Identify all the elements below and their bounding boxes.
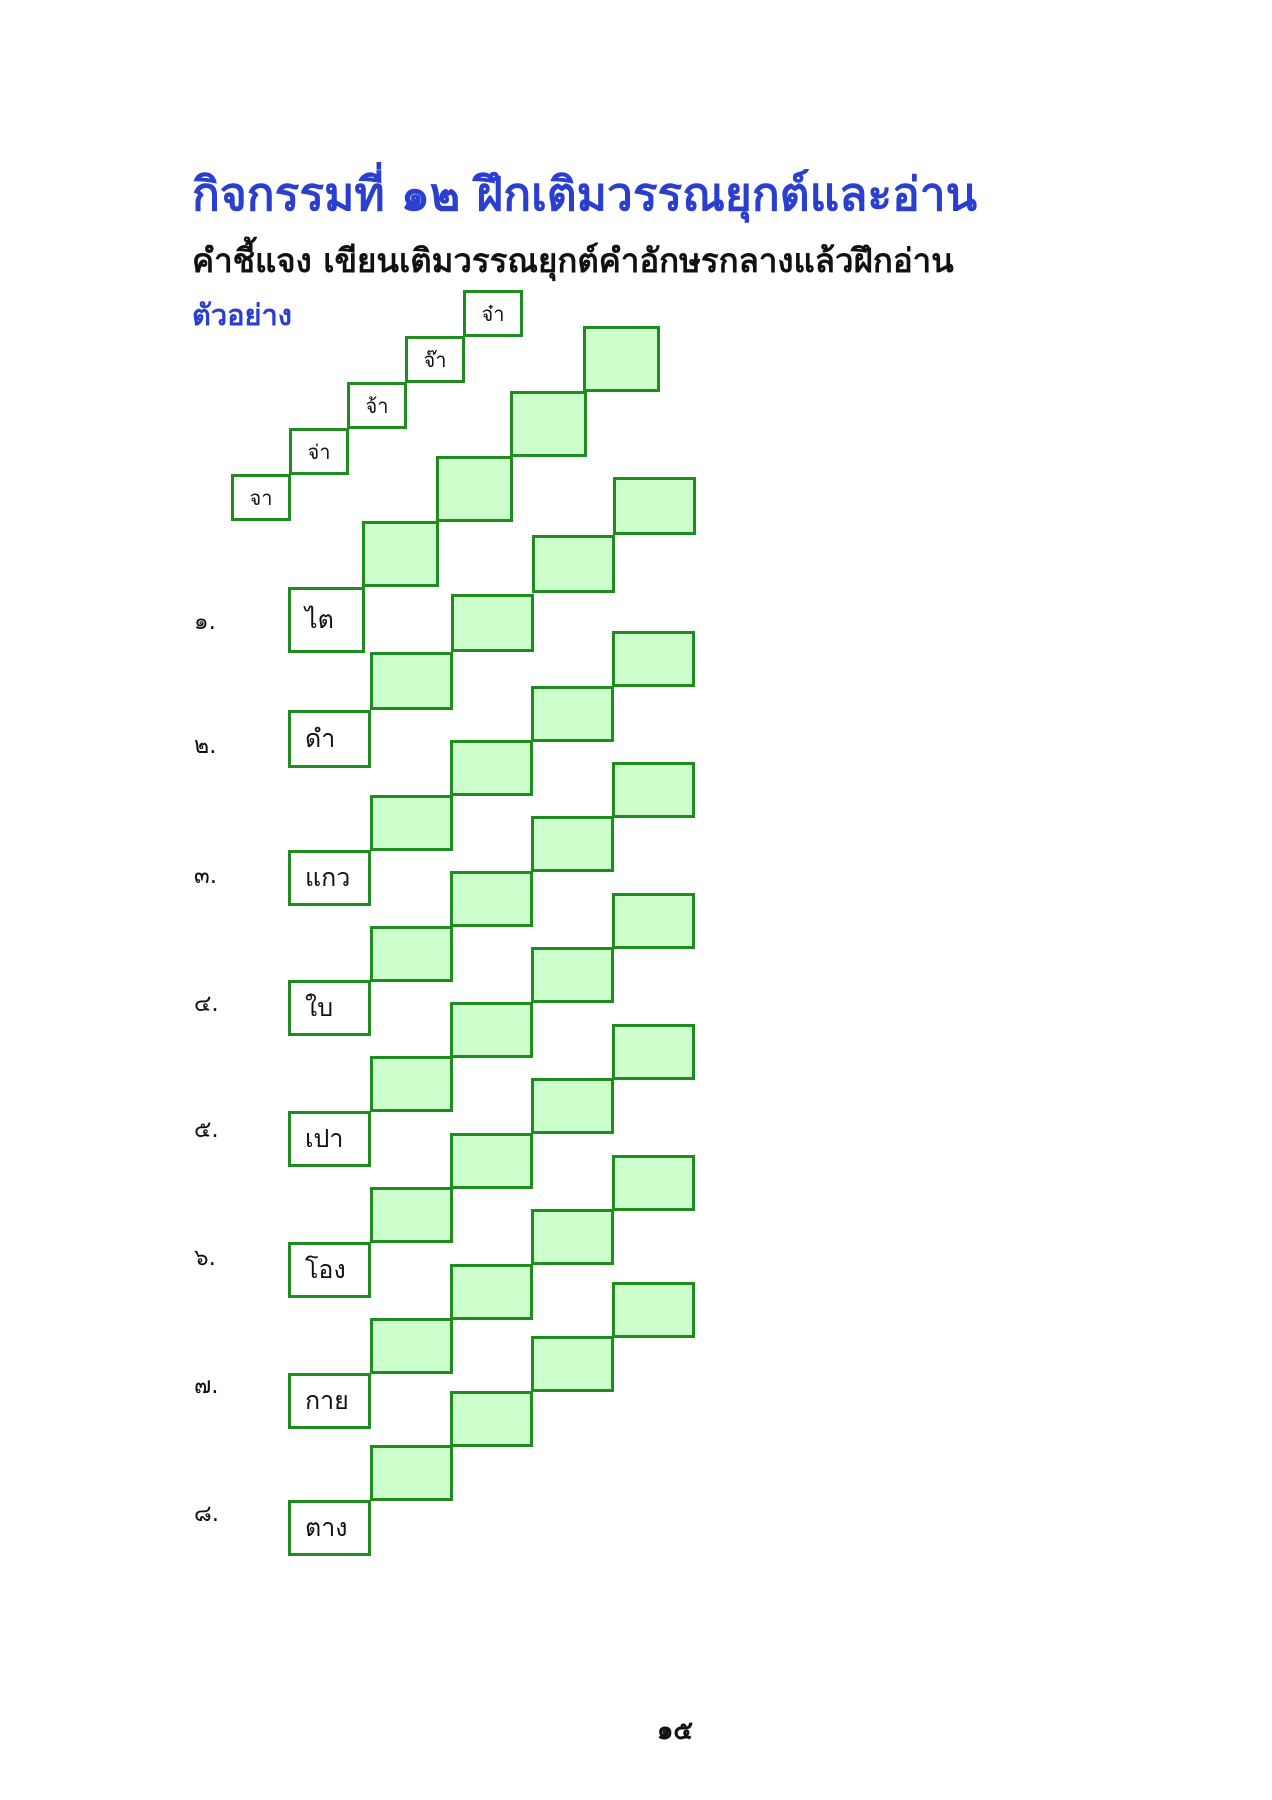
example-box: จ้า <box>347 382 407 429</box>
tone-answer-box[interactable] <box>370 795 453 851</box>
example-box: จ๊า <box>405 336 465 383</box>
tone-answer-box[interactable] <box>450 1391 533 1447</box>
tone-answer-box[interactable] <box>531 1209 614 1265</box>
exercise-word-box: แกว <box>288 850 371 906</box>
tone-answer-box[interactable] <box>510 391 587 457</box>
exercise-number: ๔. <box>194 991 219 1017</box>
tone-answer-box[interactable] <box>450 871 533 927</box>
exercise-number: ๑. <box>194 609 216 635</box>
exercise-number: ๓. <box>194 863 218 889</box>
instruction-text: คำชี้แจง เขียนเติมวรรณยุกต์คำอักษรกลางแล้วฝึกอ่าน <box>192 241 954 280</box>
tone-answer-box[interactable] <box>612 762 695 818</box>
tone-answer-box[interactable] <box>370 1187 453 1243</box>
exercise-word-box: เปา <box>288 1111 371 1167</box>
tone-answer-box[interactable] <box>370 926 453 982</box>
tone-answer-box[interactable] <box>531 947 614 1003</box>
example-label: ตัวอย่าง <box>192 298 292 332</box>
tone-answer-box[interactable] <box>612 631 695 687</box>
tone-answer-box[interactable] <box>450 1133 533 1189</box>
tone-answer-box[interactable] <box>451 594 534 652</box>
exercise-number: ๖. <box>194 1245 216 1271</box>
tone-answer-box[interactable] <box>612 1282 695 1338</box>
tone-answer-box[interactable] <box>612 1155 695 1211</box>
tone-answer-box[interactable] <box>583 326 660 392</box>
example-box: จ๋า <box>463 290 523 337</box>
exercise-number: ๕. <box>194 1117 219 1143</box>
exercise-word-box: ใบ <box>288 980 371 1036</box>
exercise-word-box: ตาง <box>288 1500 371 1556</box>
exercise-number: ๒. <box>194 733 217 759</box>
tone-answer-box[interactable] <box>612 1024 695 1080</box>
tone-answer-box[interactable] <box>531 1078 614 1134</box>
example-box: จา <box>231 474 291 521</box>
tone-answer-box[interactable] <box>370 1445 453 1501</box>
tone-answer-box[interactable] <box>450 1002 533 1058</box>
tone-answer-box[interactable] <box>613 477 696 535</box>
exercise-word-box: โอง <box>288 1242 371 1298</box>
tone-answer-box[interactable] <box>370 1318 453 1374</box>
tone-answer-box[interactable] <box>370 1056 453 1112</box>
tone-answer-box[interactable] <box>531 816 614 872</box>
tone-answer-box[interactable] <box>450 1264 533 1320</box>
exercise-word-box: ไต <box>288 587 365 653</box>
tone-answer-box[interactable] <box>531 686 614 742</box>
exercise-number: ๗. <box>194 1373 219 1399</box>
tone-answer-box[interactable] <box>370 652 453 710</box>
exercise-number: ๘. <box>194 1501 220 1527</box>
page-number: ๑๕ <box>656 1716 694 1746</box>
exercise-word-box: กาย <box>288 1373 371 1429</box>
exercise-word-box: ดำ <box>288 710 371 768</box>
tone-answer-box[interactable] <box>612 893 695 949</box>
tone-answer-box[interactable] <box>450 740 533 796</box>
tone-answer-box[interactable] <box>532 535 615 593</box>
tone-answer-box[interactable] <box>531 1336 614 1392</box>
example-box: จ่า <box>289 428 349 475</box>
page-title: กิจกรรมที่ ๑๒ ฝึกเติมวรรณยุกต์และอ่าน <box>192 167 978 221</box>
tone-answer-box[interactable] <box>362 521 439 587</box>
tone-answer-box[interactable] <box>436 456 513 522</box>
